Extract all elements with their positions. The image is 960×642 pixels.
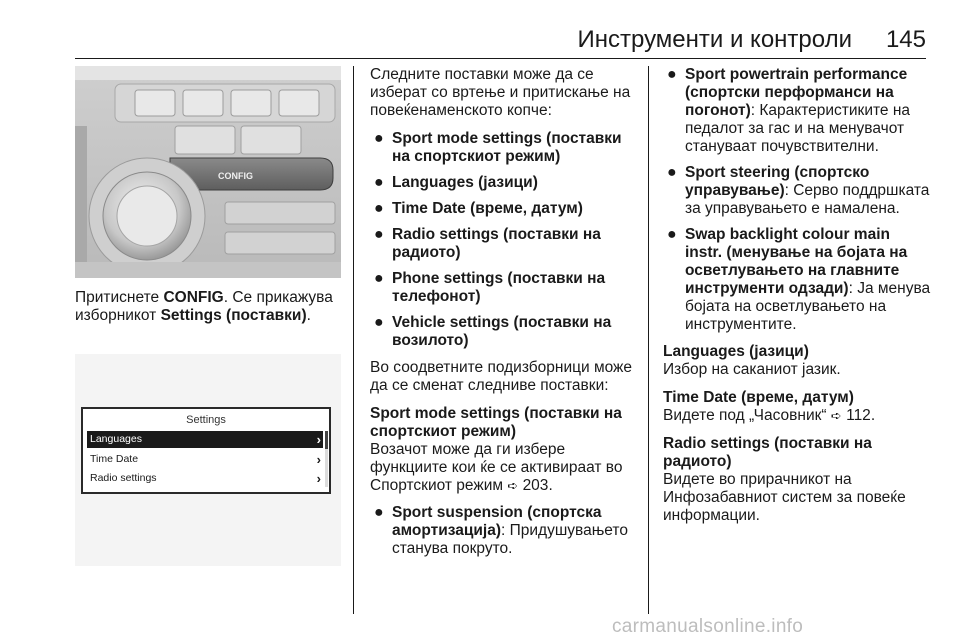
col2-outro: Во соодветните подизборници може да се сменат следниве поставки: — [370, 359, 633, 394]
menu-item-radio-settings — [87, 470, 323, 487]
intro-text-3: . — [306, 307, 311, 324]
screen-scrollbar — [325, 431, 328, 487]
bullet-icon: ● — [374, 174, 384, 191]
bullet-icon: ● — [374, 226, 384, 243]
list-item: ● Time Date (време, датум) — [374, 200, 583, 217]
bullet-icon: ● — [374, 314, 384, 331]
config-button-photo — [75, 66, 341, 278]
config-term: CONFIG — [163, 289, 224, 306]
column-divider-1 — [353, 66, 354, 614]
menu-item-label: Time Date — [90, 453, 139, 465]
list-item: ● Sport mode settings (поставки на спортскиот режим) — [374, 130, 622, 165]
page-ref: 112 — [846, 407, 871, 424]
list-item: ● Vehicle settings (поставки на возилото) — [374, 314, 612, 349]
col1-intro — [75, 289, 341, 325]
page-number: 145 — [885, 26, 926, 53]
column-2 — [370, 66, 640, 567]
col2-intro: Следните поставки може да се изберат со вртење и притискање на повеќенаменското копче: — [370, 66, 631, 119]
list-item: ● Languages (јазици) — [374, 174, 538, 191]
bullet-icon: ● — [374, 130, 384, 147]
page-ref-icon: ➪ — [507, 478, 519, 493]
watermark: carmanualsonline.info — [612, 616, 804, 637]
settings-list — [370, 130, 640, 350]
menu-item-time-date — [87, 451, 323, 468]
list-item: ● Sport suspension (спортска амортизација): Придушувањето станува покруто. — [374, 504, 628, 557]
languages-text: Избор на саканиот јазик. — [663, 361, 841, 378]
sport-mode-text: Возачот може да ги избере функциите кои ќе се активираат во Спортскиот режим ➪ 203. — [370, 441, 623, 494]
chevron-right-icon: › — [316, 432, 321, 447]
chevron-right-icon: › — [316, 452, 321, 467]
menu-item-label: Languages — [90, 433, 142, 445]
sport-mode-heading: Sport mode settings (поставки на спортскиот режим) — [370, 405, 622, 440]
bullet-icon: ● — [374, 200, 384, 217]
settings-screen — [81, 407, 331, 494]
languages-heading: Languages (јазици) — [663, 343, 809, 360]
radio-settings-text: Видете во прирачникот на Инфозабавниот систем за повеќе информации. — [663, 471, 906, 524]
page-ref: 203 — [522, 477, 549, 494]
header-rule — [75, 58, 926, 59]
chevron-right-icon: › — [316, 471, 321, 486]
settings-display-illustration — [75, 354, 341, 566]
bullet-icon: ● — [667, 164, 677, 181]
list-item: ● Swap backlight colour main instr. (менување на бојата на осветлувањето на главните инструменти одзади): Ја менува бојата на осветлувањето на инструментите. — [667, 226, 931, 333]
time-date-text: Видете под „Часовник“ ➪ 112. — [663, 407, 876, 424]
intro-text-2: . Се прикажува изборникот — [75, 289, 333, 324]
bullet-icon: ● — [374, 504, 384, 521]
column-3 — [663, 66, 931, 525]
screen-title: Settings — [186, 414, 226, 426]
list-item: ● Phone settings (поставки на телефонот) — [374, 270, 606, 305]
intro-text-1: Притиснете — [75, 289, 164, 306]
time-date-heading: Time Date (време, датум) — [663, 389, 854, 406]
page-title: Инструменти и контроли — [577, 26, 852, 53]
list-item: ● Sport steering (спортско управување): Серво поддршката за управувањето е намалена. — [667, 164, 930, 217]
dashboard-illustration — [75, 66, 341, 278]
menu-item-label: Radio settings — [90, 472, 157, 484]
menu-item-languages — [87, 431, 323, 448]
column-divider-2 — [648, 66, 649, 614]
sport-options-list — [370, 504, 640, 558]
scrollbar-thumb — [325, 431, 328, 449]
list-item: ● Sport powertrain performance (спортски перформанси на погонот): Карактеристиките на педалот за гас и на менувачот стануваат почувствителни. — [667, 66, 911, 155]
radio-settings-heading: Radio settings (поставки на радиото) — [663, 435, 872, 470]
bullet-icon: ● — [374, 270, 384, 287]
bullet-icon: ● — [667, 226, 677, 243]
list-item: ● Radio settings (поставки на радиото) — [374, 226, 601, 261]
page-ref-icon: ➪ — [830, 408, 842, 423]
bullet-icon: ● — [667, 66, 677, 83]
config-button-label: CONFIG — [218, 171, 253, 181]
settings-term: Settings (поставки) — [160, 307, 307, 324]
sport-options-list-cont — [663, 66, 931, 334]
